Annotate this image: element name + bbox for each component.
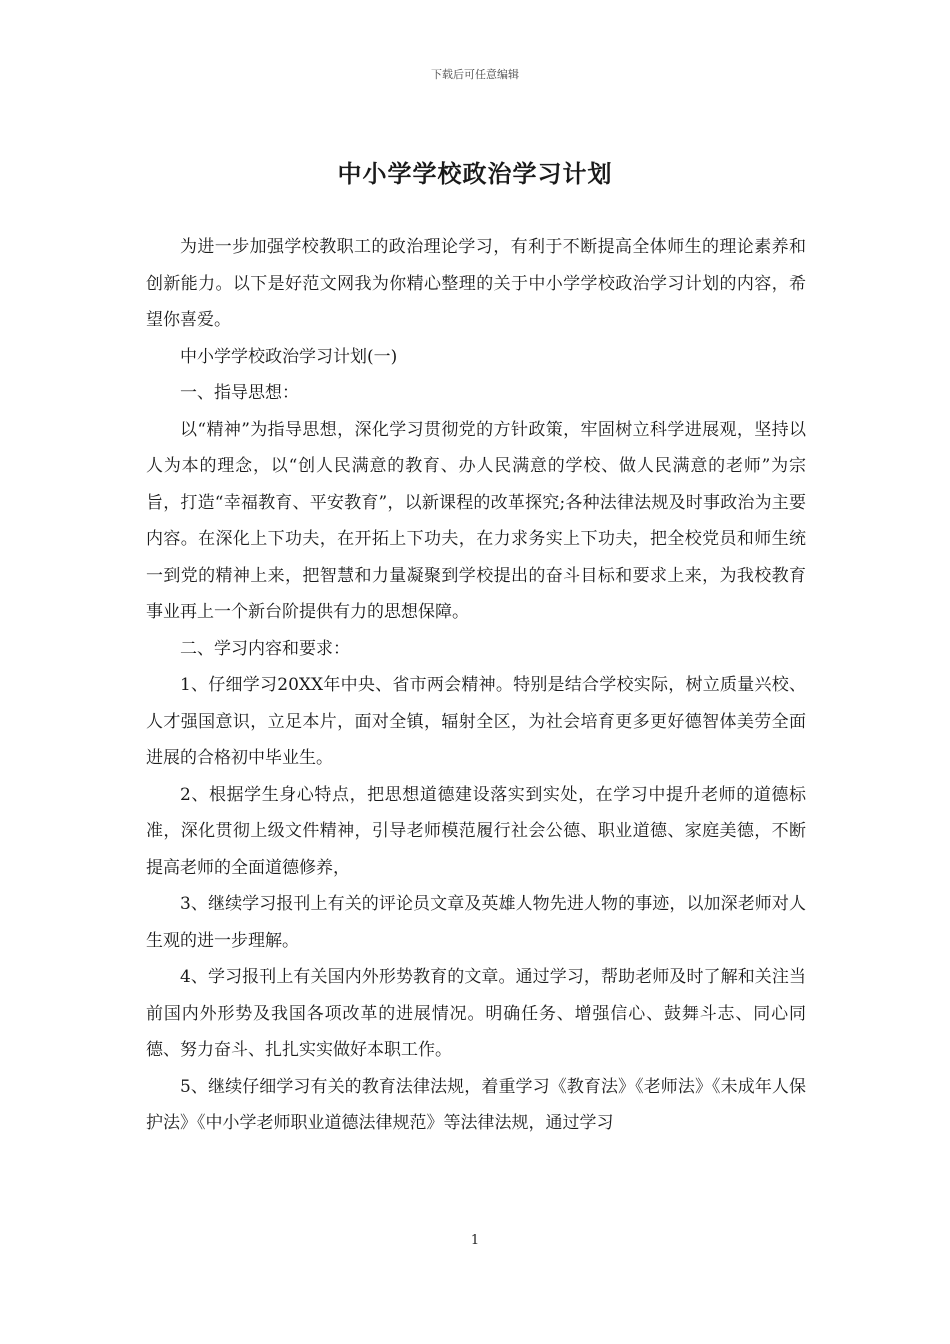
section-heading: 中小学学校政治学习计划(一)	[180, 346, 398, 367]
document-body	[146, 229, 806, 1142]
subheading-content-requirements: 二、学习内容和要求：	[180, 638, 350, 659]
paragraph-item-4: 4、学习报刊上有关国内外形势教育的文章。通过学习，帮助老师及时了解和关注当前国内外形势及我国各项改革的进展情况。明确任务、增强信心、鼓舞斗志、同心同德、努力奋斗、扎扎实实做好本职工作。	[146, 967, 806, 1060]
paragraph-guiding-thought: 以“精神”为指导思想，深化学习贯彻党的方针政策，牢固树立科学进展观，坚持以人为本的理念，以“创人民满意的教育、办人民满意的学校、做人民满意的老师”为宗旨，打造“幸福教育、平安教育”，以新课程的改革探究;各种法律法规及时事政治为主要内容。在深化上下功夫，在开拓上下功夫，在力求务实上下功夫，把全校党员和师生统一到党的精神上来，把智慧和力量凝聚到学校提出的奋斗目标和要求上来，为我校教育事业再上一个新台阶提供有力的思想保障。	[146, 419, 806, 622]
subheading-guiding-thought: 一、指导思想：	[180, 383, 299, 403]
page-header: 下载后可任意编辑	[431, 68, 519, 81]
page-number: 1	[470, 1233, 480, 1248]
document-title: 中小学学校政治学习计划	[337, 159, 613, 188]
paragraph-intro: 为进一步加强学校教职工的政治理论学习，有利于不断提高全体师生的理论素养和创新能力。以下是好范文网我为你精心整理的关于中小学学校政治学习计划的内容，希望你喜爱。	[146, 237, 806, 330]
paragraph-item-5: 5、继续仔细学习有关的教育法律法规，着重学习《教育法》《老师法》《未成年人保护法》《中小学老师职业道德法律规范》等法律法规，通过学习	[146, 1076, 806, 1133]
paragraph-item-1: 1、仔细学习20XX年中央、省市两会精神。特别是结合学校实际，树立质量兴校、人才强国意识，立足本片，面对全镇，辐射全区，为社会培育更多更好德智体美劳全面进展的合格初中毕业生。	[146, 675, 806, 768]
paragraph-item-2: 2、根据学生身心特点，把思想道德建设落实到实处，在学习中提升老师的道德标准，深化贯彻上级文件精神，引导老师模范履行社会公德、职业道德、家庭美德，不断提高老师的全面道德修养，	[146, 784, 806, 878]
paragraph-item-3: 3、继续学习报刊上有关的评论员文章及英雄人物先进人物的事迹，以加深老师对人生观的进一步理解。	[146, 894, 806, 951]
